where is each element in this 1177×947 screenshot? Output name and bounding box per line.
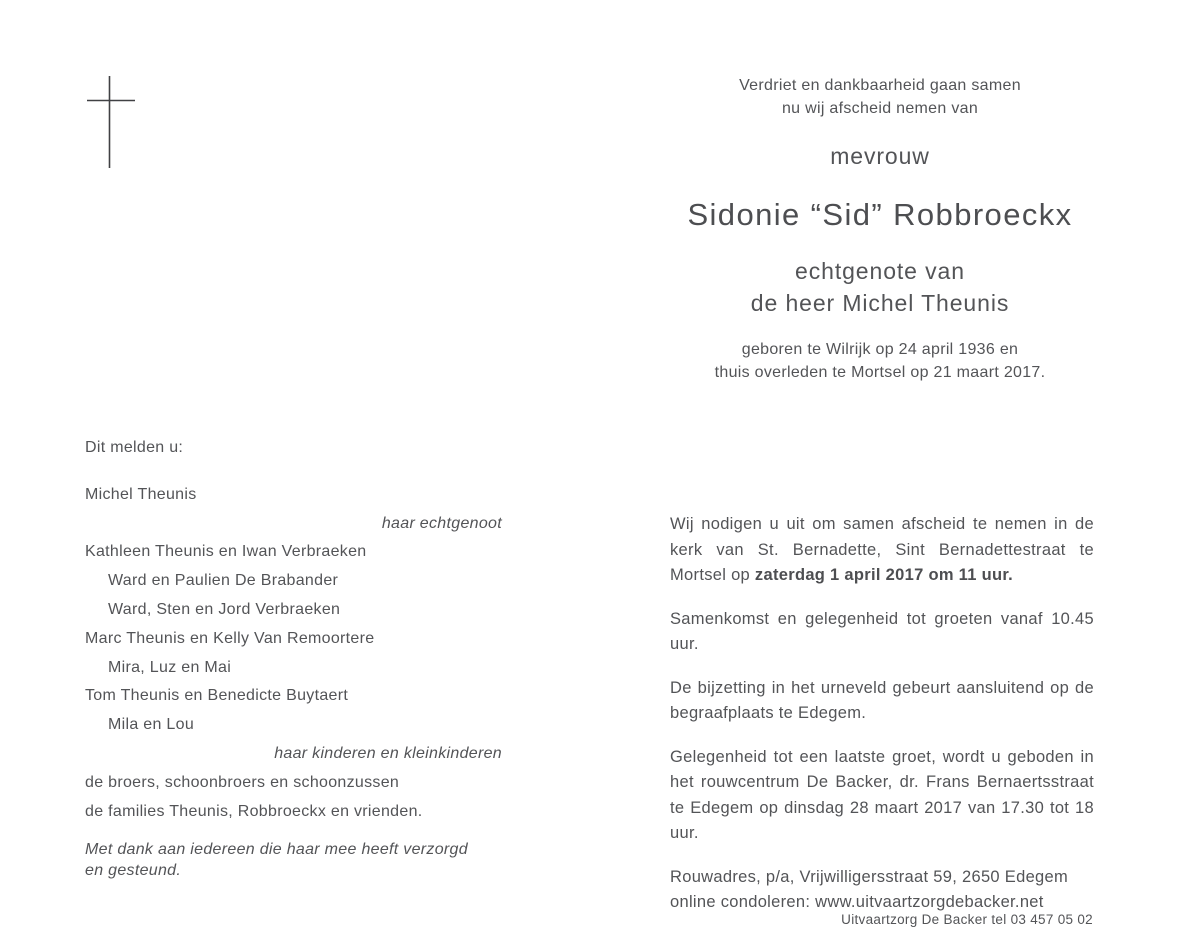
announcement-header — [600, 0, 1160, 400]
mourning-address-paragraph — [670, 865, 1094, 916]
relation-line-1: echtgenote van — [795, 258, 965, 284]
cross-icon — [80, 70, 140, 175]
invitation-text: Wij nodigen u uit om samen afscheid te nemen in de kerk van St. Bernadette, Sint Bernadettestraat te Mortsel op — [670, 515, 1094, 584]
birth-line: geboren te Wilrijk op 24 april 1936 en — [741, 341, 1019, 358]
family-section — [85, 434, 502, 881]
ceremony-datetime: zaterdag 1 april 2017 om 11 uur. — [754, 566, 1014, 584]
family-member-line: Mila en Lou — [108, 716, 195, 734]
husband-role-label: haar echtgenoot — [381, 514, 502, 532]
announce-label: Dit melden u: — [85, 439, 184, 456]
gathering-paragraph: Samenkomst en gelegenheid tot groeten vanaf 10.45 uur. — [670, 609, 1094, 653]
relation-line-2: de heer Michel Theunis — [750, 290, 1010, 316]
children-list — [85, 538, 502, 740]
thanks-line-1: Met dank aan iedereen die haar mee heeft verzorgd — [85, 841, 468, 859]
relatives-line-2: de families Theunis, Robbroeckx en vrienden. — [85, 802, 423, 820]
deceased-title: mevrouw — [830, 143, 930, 169]
deceased-name: Sidonie “Sid” Robbroeckx — [687, 197, 1073, 232]
husband-name: Michel Theunis — [85, 485, 197, 503]
funeral-home-credit: Uitvaartzorg De Backer tel 03 457 05 02 — [841, 912, 1093, 927]
thanks-line-2: en gesteund. — [85, 862, 182, 880]
intro-line-1: Verdriet en dankbaarheid gaan samen — [739, 77, 1021, 94]
death-line: thuis overleden te Mortsel op 21 maart 2017. — [714, 364, 1046, 381]
children-role-label: haar kinderen en kleinkinderen — [274, 744, 502, 762]
service-section — [670, 512, 1094, 934]
intro-line-2: nu wij afscheid nemen van — [781, 100, 979, 117]
family-member-line: Mira, Luz en Mai — [108, 658, 232, 676]
family-member-line: Ward en Paulien De Brabander — [108, 572, 339, 590]
relatives-line-1: de broers, schoonbroers en schoonzussen — [85, 773, 400, 791]
last-greeting-paragraph: Gelegenheid tot een laatste groet, wordt u geboden in het rouwcentrum De Backer, dr. Frans Bernaertsstraat te Edegem op dinsdag 28 maart 2017 van 17.30 tot 18 uur. — [670, 747, 1094, 842]
invitation-paragraph — [670, 512, 1094, 589]
family-member-line: Tom Theunis en Benedicte Buytaert — [85, 687, 349, 705]
family-member-line: Kathleen Theunis en Iwan Verbraeken — [85, 543, 367, 561]
mourning-address: Rouwadres, p/a, Vrijwilligersstraat 59, 2650 Edegem — [670, 867, 1069, 886]
family-member-line: Ward, Sten en Jord Verbraeken — [108, 600, 341, 618]
family-member-line: Marc Theunis en Kelly Van Remoortere — [85, 629, 375, 647]
interment-paragraph: De bijzetting in het urneveld gebeurt aansluitend op de begraafplaats te Edegem. — [670, 678, 1094, 722]
thanks-note — [85, 839, 502, 881]
condolence-url: online condoleren: www.uitvaartzorgdebacker.net — [670, 893, 1044, 911]
